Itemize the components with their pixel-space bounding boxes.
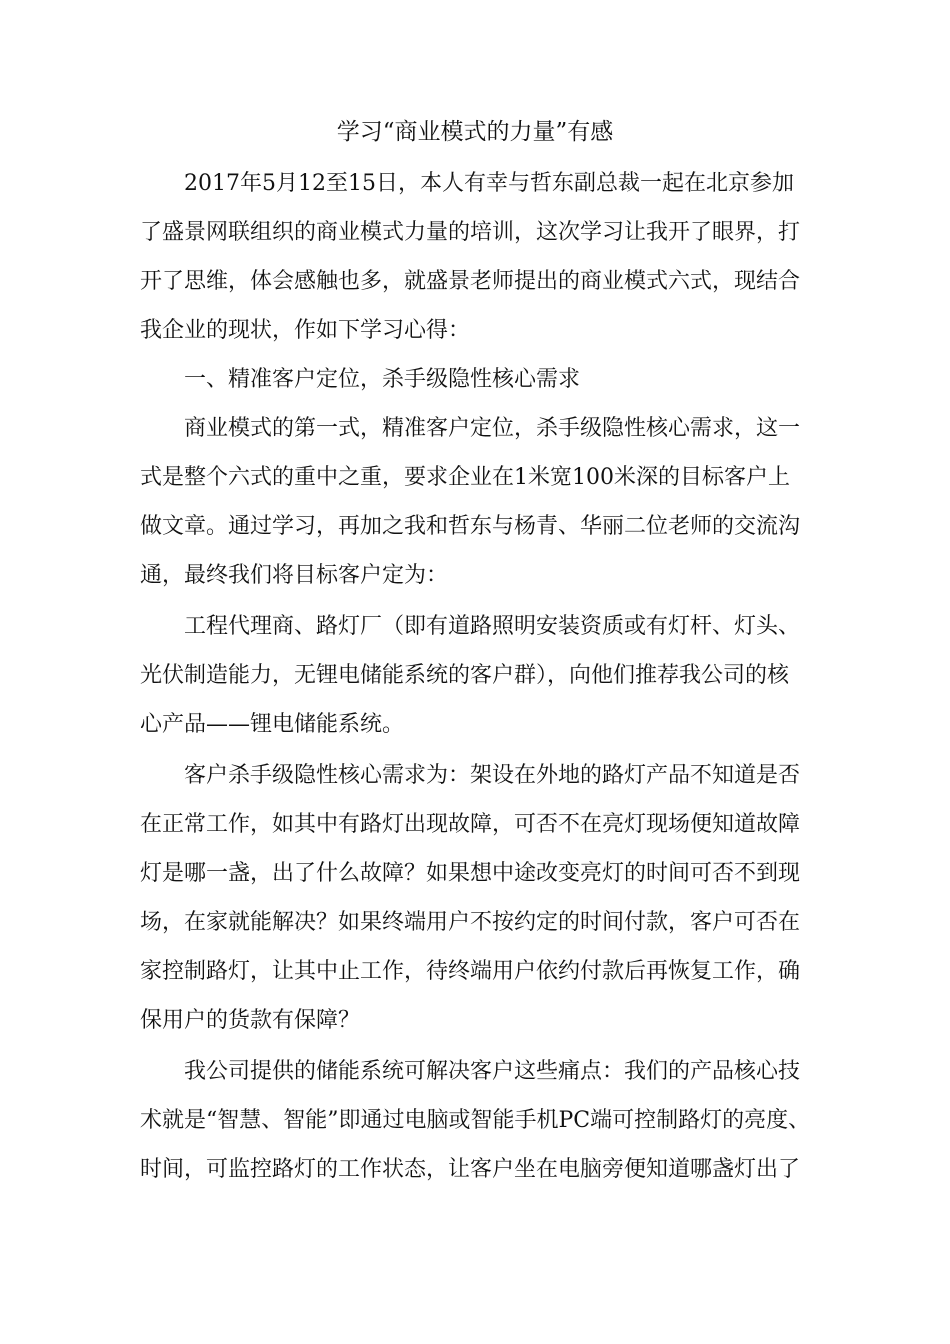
paragraph-line: 我企业的现状，作如下学习心得： — [140, 318, 471, 343]
paragraph-line: 时间，可监控路灯的工作状态，让客户坐在电脑旁便知道哪盏灯出了 — [140, 1157, 801, 1182]
paragraph-line: 开了思维，体会感触也多，就盛景老师提出的商业模式六式，现结合 — [140, 269, 801, 294]
section-heading: 一、精准客户定位，杀手级隐性核心需求 — [184, 367, 581, 392]
paragraph-line: 家控制路灯，让其中止工作，待终端用户依约付款后再恢复工作，确 — [140, 959, 801, 984]
paragraph-line: 我公司提供的储能系统可解决客户这些痛点：我们的产品核心技 — [184, 1059, 801, 1084]
paragraph-line: 了盛景网联组织的商业模式力量的培训，这次学习让我开了眼界，打 — [140, 220, 801, 245]
paragraph-line: 在正常工作，如其中有路灯出现故障，可否不在亮灯现场便知道故障 — [140, 812, 801, 837]
paragraph-line: 场，在家就能解决？如果终端用户不按约定的时间付款，客户可否在 — [140, 910, 801, 935]
paragraph-line: 式是整个六式的重中之重，要求企业在1米宽100米深的目标客户上 — [140, 465, 790, 490]
paragraph-line: 通，最终我们将目标客户定为： — [140, 563, 449, 588]
document-title: 学习“商业模式的力量”有感 — [336, 119, 614, 145]
paragraph-line: 光伏制造能力，无锂电储能系统的客户群），向他们推荐我公司的核 — [140, 663, 790, 688]
paragraph-line: 工程代理商、路灯厂（即有道路照明安装资质或有灯杆、灯头、 — [184, 614, 801, 639]
paragraph-line: 保用户的货款有保障？ — [140, 1008, 361, 1033]
paragraph-line: 术就是“智慧、智能”即通过电脑或智能手机PC端可控制路灯的亮度、 — [140, 1108, 811, 1133]
paragraph-line: 灯是哪一盏，出了什么故障？如果想中途改变亮灯的时间可否不到现 — [140, 861, 801, 886]
paragraph-line: 2017年5月12至15日，本人有幸与哲东副总裁一起在北京参加 — [184, 171, 794, 196]
paragraph-line: 做文章。通过学习，再加之我和哲东与杨青、华丽二位老师的交流沟 — [140, 514, 801, 539]
paragraph-line: 商业模式的第一式，精准客户定位，杀手级隐性核心需求，这一 — [184, 416, 801, 441]
paragraph-line: 心产品——锂电储能系统。 — [140, 712, 405, 737]
paragraph-line: 客户杀手级隐性核心需求为：架设在外地的路灯产品不知道是否 — [184, 763, 801, 788]
